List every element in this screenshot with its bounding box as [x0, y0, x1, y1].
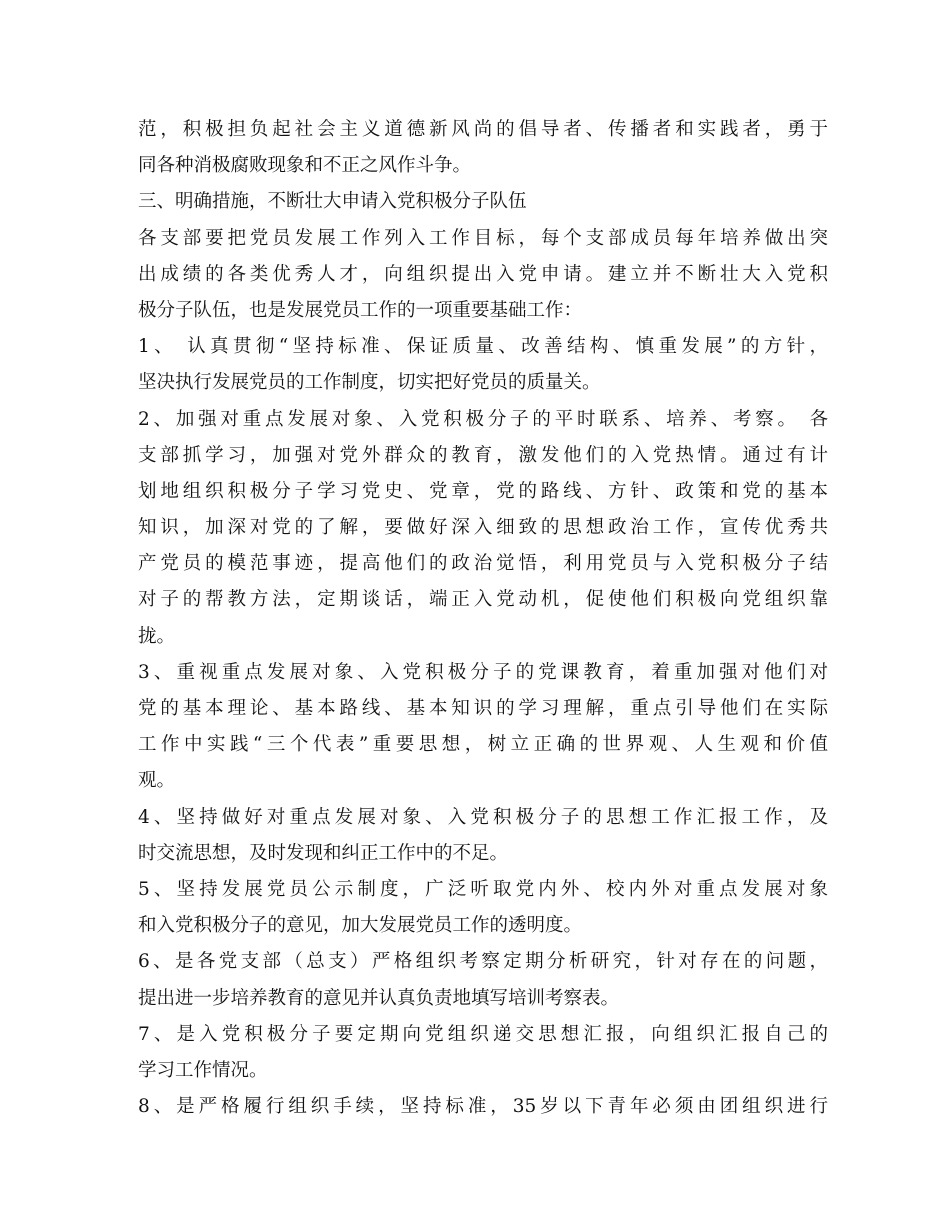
text-line: 产党员的模范事迹，提高他们的政治觉悟，利用党员与入党积极分子结	[138, 553, 828, 575]
text-line: 极分子队伍，也是发展党员工作的一项重要基础工作：	[138, 299, 583, 321]
document-body	[138, 112, 828, 1125]
text-line: 坚决执行发展党员的工作制度，切实把好党员的质量关。	[138, 372, 601, 394]
text-line: 对子的帮教方法，定期谈话，端正入党动机，促使他们积极向党组织靠	[138, 589, 828, 611]
text-line: 支部抓学习，加强对党外群众的教育，激发他们的入党热情。通过有计	[138, 444, 828, 466]
text-line: 拢。	[138, 625, 176, 647]
text-line: 6、是各党支部（总支）严格组织考察定期分析研究，针对存在的问题，	[138, 951, 828, 973]
text-line: 党的基本理论、基本路线、基本知识的学习理解，重点引导他们在实际	[138, 698, 828, 719]
text-line: 工作中实践“三个代表”重要思想，树立正确的世界观、人生观和价值	[138, 734, 828, 756]
text-line: 划地组织积极分子学习党史、党章，党的路线、方针、政策和党的基本	[138, 480, 828, 502]
text-line: 各支部要把党员发展工作列入工作目标，每个支部成员每年培养做出突	[138, 227, 828, 249]
text-line: 知识，加深对党的了解，要做好深入细致的思想政治工作，宣传优秀共	[138, 517, 828, 539]
section-heading: 三、明确措施，不断壮大申请入党积极分子队伍	[138, 191, 527, 213]
text-line: 时交流思想，及时发现和纠正工作中的不足。	[138, 842, 509, 864]
text-line: 学习工作情况。	[138, 1059, 268, 1081]
text-line: 1、 认真贯彻“坚持标准、保证质量、改善结构、慎重发展”的方针，	[138, 336, 828, 358]
text-line: 出成绩的各类优秀人才，向组织提出入党申请。建立并不断壮大入党积	[138, 263, 828, 285]
text-line: 2、加强对重点发展对象、入党积极分子的平时联系、培养、考察。 各	[138, 408, 828, 430]
text-line: 8、是严格履行组织手续，坚持标准，35岁以下青年必须由团组织进行	[138, 1096, 828, 1118]
text-line: 范，积极担负起社会主义道德新风尚的倡导者、传播者和实践者，勇于	[138, 119, 828, 140]
text-line: 同各种消极腐败现象和不正之风作斗争。	[138, 155, 472, 177]
text-line: 3、重视重点发展对象、入党积极分子的党课教育，着重加强对他们对	[138, 661, 828, 683]
text-line: 4、坚持做好对重点发展对象、入党积极分子的思想工作汇报工作，及	[138, 806, 828, 828]
text-line: 7、是入党积极分子要定期向党组织递交思想汇报，向组织汇报自己的	[138, 1023, 828, 1045]
text-line: 5、坚持发展党员公示制度，广泛听取党内外、校内外对重点发展对象	[138, 878, 828, 900]
text-line: 观。	[138, 770, 176, 792]
text-line: 提出进一步培养教育的意见并认真负责地填写培训考察表。	[138, 987, 620, 1009]
text-line: 和入党积极分子的意见，加大发展党员工作的透明度。	[138, 915, 583, 937]
